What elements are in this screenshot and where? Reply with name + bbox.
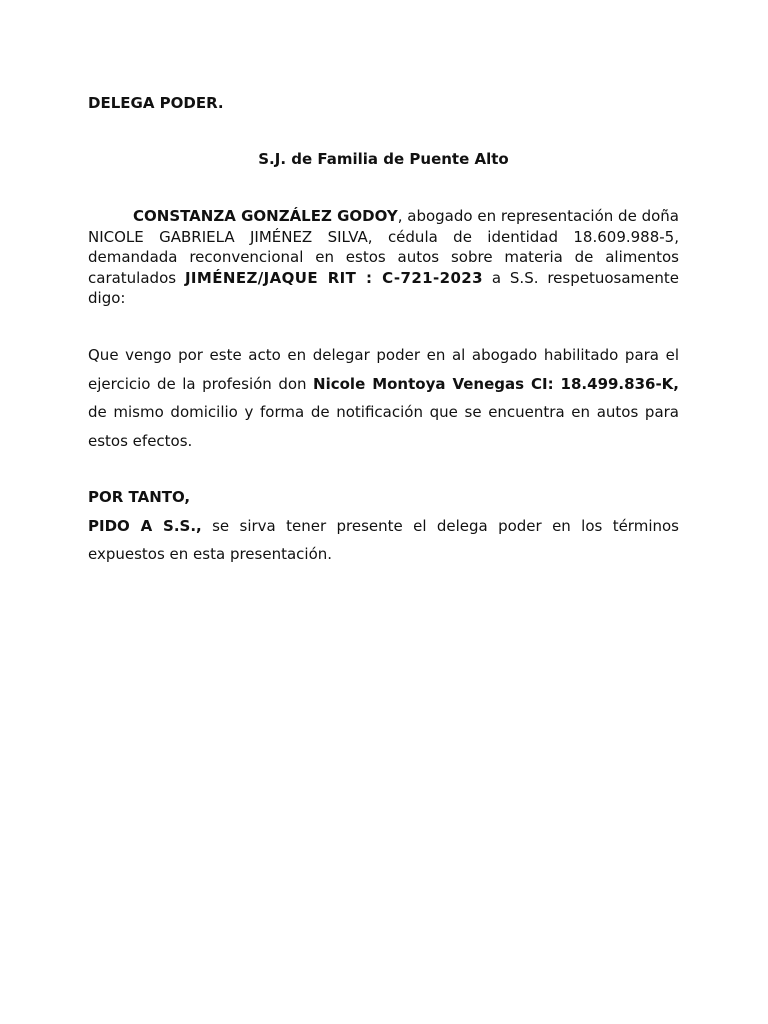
intro-text-2: a S.S. respetuosamente digo: [88, 268, 680, 307]
delegate-name: Nicole Montoya Venegas CI: 18.499.836-K, [313, 374, 679, 393]
petition-paragraph [88, 341, 679, 455]
petition-text-1: Que vengo por este acto en delegar poder en al abogado habilitado para el ejercicio de la profesión don [88, 346, 679, 393]
case-reference: JIMÉNEZ/JAQUE RIT : C-721-2023 [184, 268, 483, 287]
lawyer-name: CONSTANZA GONZÁLEZ GODOY [133, 207, 398, 225]
closing-paragraph [88, 483, 679, 569]
intro-paragraph [88, 206, 679, 309]
document-heading: DELEGA PODER. [88, 94, 224, 112]
pido-label: PIDO A S.S., [88, 516, 202, 535]
por-tanto-label: POR TANTO, [88, 488, 191, 506]
petition-text-2: de mismo domicilio y forma de notificación que se encuentra en autos para estos efectos. [88, 403, 679, 450]
closing-text: se sirva tener presente el delega poder en los términos expuestos en esta presentación. [88, 516, 679, 563]
intro-text-1: , abogado en representación de doña NICOLE GABRIELA JIMÉNEZ SILVA, cédula de identidad 18.609.988-5, demandada reconvencional en estos autos sobre materia de alimentos caratulados [88, 207, 679, 287]
court-name: S.J. de Familia de Puente Alto [258, 150, 509, 168]
